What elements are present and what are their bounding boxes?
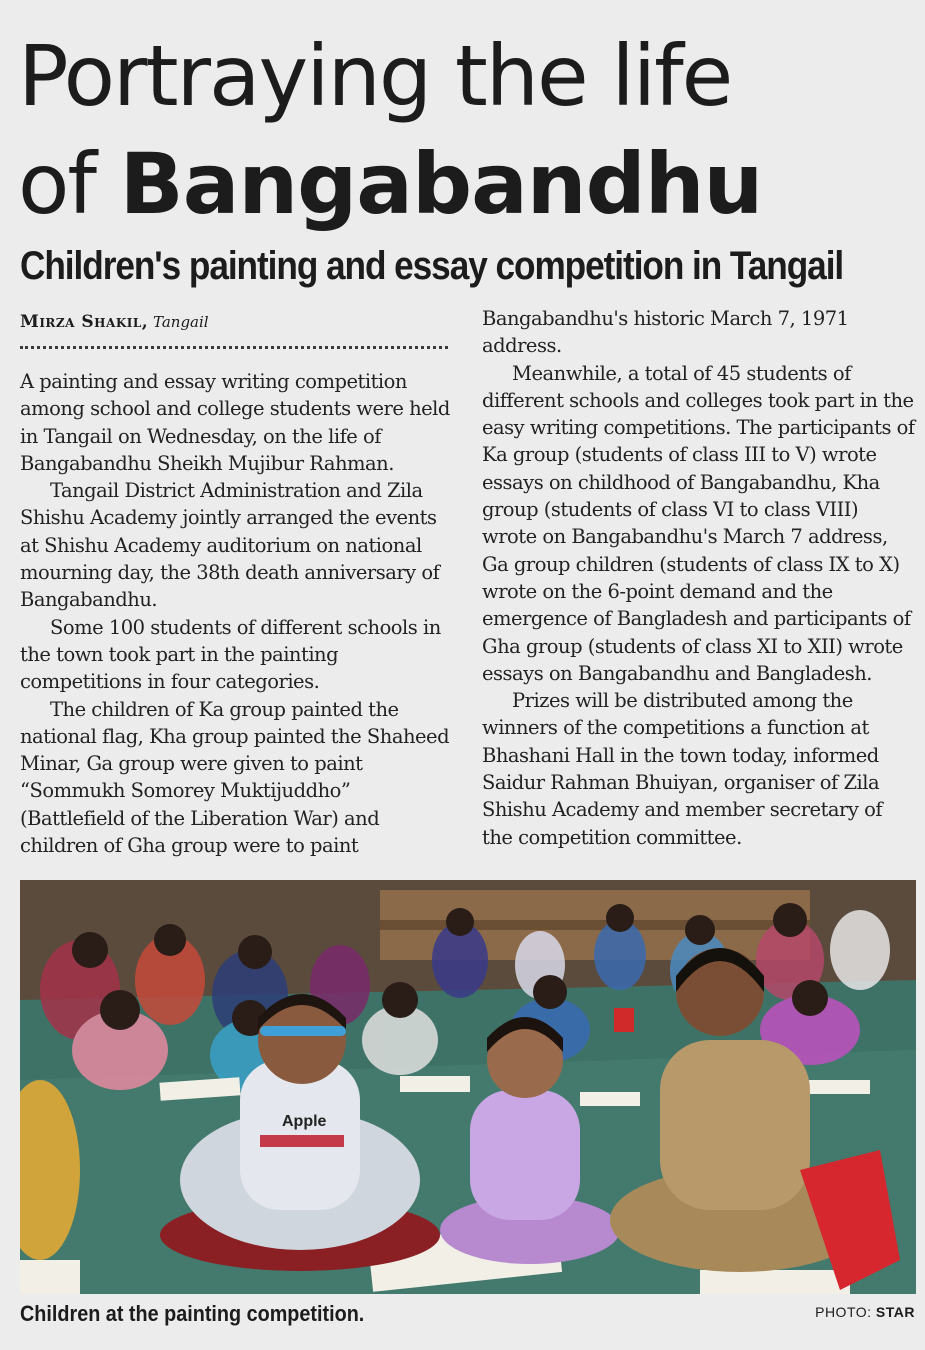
byline-divider [20, 346, 448, 349]
headline-line-1: Portraying the life [18, 27, 732, 125]
byline [20, 312, 209, 332]
paragraph: Meanwhile, a total of 45 students of different schools and colleges took part in the easy writing competitions. The participants of Ka group (students of class III to V) wrote essays on childhood of Bangabandhu, Kha group (students of class VI to class VIII) wrote on Bangabandhu's March 7 address, Ga group children (students of class IX to X) wrote on the 6-point demand and the emergence of Bangladesh and participants of Gha group (students of class XI to XII) wrote essays on Bangabandhu and Bangladesh. [482, 361, 915, 685]
byline-location: Tangail [153, 313, 209, 331]
paragraph: The children of Ka group painted the national flag, Kha group painted the Shaheed Minar, Ga group were given to paint “Sommukh Somorey Muktijuddho” (Battlefield of the Liberation War) and children of Gha group were to paint [20, 697, 450, 858]
paragraph: Tangail District Administration and Zila Shishu Academy jointly arranged the events at Shishu Academy auditorium on national mourning day, the 38th death anniversary of Bangabandhu. [20, 479, 440, 612]
photo-credit [815, 1304, 915, 1320]
headline [18, 22, 918, 238]
paragraph: Prizes will be distributed among the winners of the competitions a function at Bhashani Hall in the town today, informed Saidur Rahman Bhuiyan, organiser of Zila Shishu Academy and member secretary of the competition committee. [482, 689, 883, 849]
photo-credit-prefix: PHOTO: [815, 1304, 876, 1320]
headline-bold-name: Bangabandhu [119, 135, 763, 233]
photo-caption: Children at the painting competition. [20, 1301, 365, 1326]
news-photo [20, 880, 916, 1294]
byline-author: Mirza Shakil, [20, 312, 149, 332]
paragraph: Some 100 students of different schools in the town took part in the painting competitions in four categories. [20, 615, 441, 694]
paragraph: Bangabandhu's historic March 7, 1971 address. [482, 307, 849, 358]
article-column-left [20, 368, 454, 859]
paragraph: A painting and essay writing competition among school and college students were held in Tangail on Wednesday, on the life of Bangabandhu Sheikh Mujibur Rahman. [20, 370, 450, 475]
headline-of: of [18, 135, 120, 233]
article-column-right [482, 305, 918, 851]
shirt-print: Apple [282, 1113, 327, 1130]
photo-illustration [20, 880, 916, 1294]
subheadline: Children's painting and essay competition in Tangail [20, 244, 844, 288]
photo-credit-source: STAR [875, 1304, 915, 1320]
